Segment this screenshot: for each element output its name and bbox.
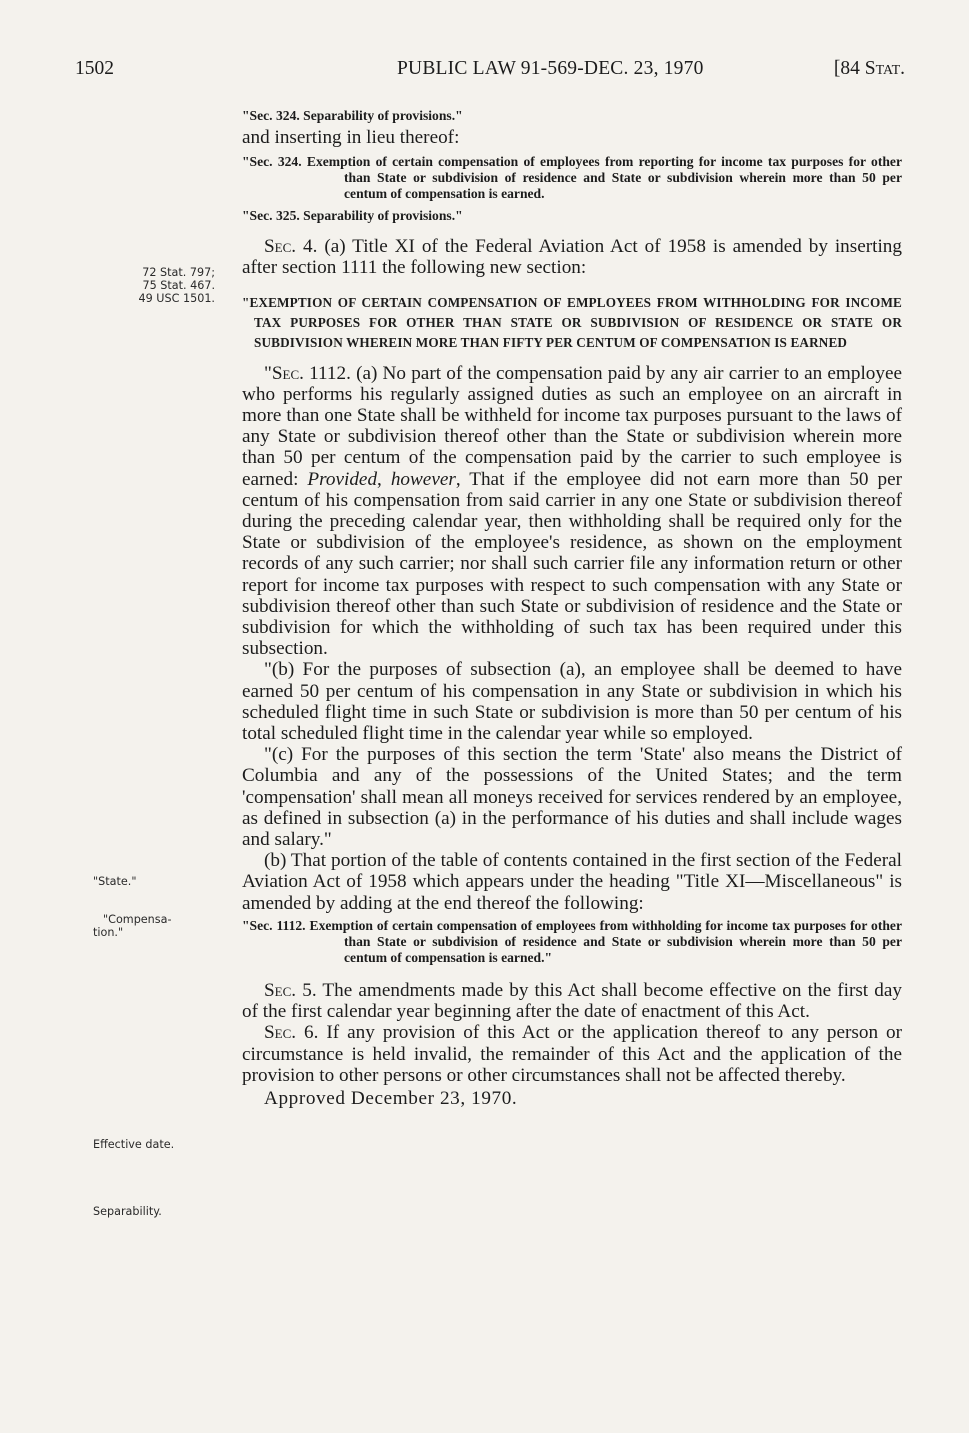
margin-citations bbox=[70, 266, 215, 305]
provided-term: Provided bbox=[307, 468, 378, 490]
quote-mark: " bbox=[264, 362, 272, 384]
running-title: PUBLIC LAW 91-569-DEC. 23, 1970 bbox=[397, 58, 704, 79]
section-text: 1112. (a) No part of the compensation paid by any air carrier to an employee who performs his regularly assigned duties as such an employee on an aircraft in more than one State shall be withheld for income tax purposes pursuant to the laws of any State or subdivision thereof other than the State or subdivision wherein more than 50 per centum of the compensation paid by the carrier to such employee is earned: bbox=[242, 362, 902, 490]
volume-number: [84 bbox=[833, 58, 860, 79]
quoted-section-325: "Sec. 325. Separability of provisions." bbox=[242, 208, 463, 224]
section-text: 5. The amendments made by this Act shall become effective on the first day of the first calendar year beginning after the date of enactment of this Act. bbox=[242, 979, 902, 1023]
section-label: Sec. bbox=[271, 362, 304, 384]
section-label: Sec. bbox=[264, 979, 297, 1001]
section-1112-c: "(c) For the purposes of this section the term 'State' also means the District of Columbia and any of the possessions of the United States; and the term 'compensation' shall mean all moneys received for services rendered by an employee, as defined in subsection (a) in the performance of his duties and shall include wages and salary." bbox=[242, 744, 902, 851]
page-number: 1502 bbox=[75, 58, 114, 79]
margin-note-effective-date: Effective date. bbox=[93, 1138, 175, 1151]
section-5 bbox=[242, 980, 902, 1022]
section-text: 6. If any provision of this Act or the application thereof to any person or circumstance is held invalid, the remainder of this Act and the application of the provision to other persons or other circumstances shall not be affected thereby. bbox=[242, 1022, 902, 1086]
however-term: however bbox=[390, 468, 456, 490]
section-4-a bbox=[242, 236, 902, 278]
margin-note-compensation bbox=[93, 913, 238, 939]
inserting-line: and inserting in lieu thereof: bbox=[242, 127, 460, 148]
volume-stat: Stat. bbox=[864, 58, 905, 79]
quoted-section-324-old: "Sec. 324. Separability of provisions." bbox=[242, 108, 463, 123]
margin-citation: 72 Stat. 797; bbox=[142, 266, 215, 279]
margin-note-separability: Separability. bbox=[93, 1205, 162, 1218]
section-text: 4. (a) Title XI of the Federal Aviation Act of 1958 is amended by inserting after section 1111 the following new section: bbox=[242, 236, 902, 279]
quoted-section-1112: "Sec. 1112. Exemption of certain compensation of employees from withholding for income tax purposes for other than State or subdivision of residence and State or subdivision wherein more than 50 per centum of compensation is earned." bbox=[242, 917, 902, 965]
separator: , bbox=[377, 468, 391, 490]
main-text bbox=[242, 108, 902, 1109]
margin-citation: 75 Stat. 467. bbox=[142, 279, 215, 292]
section-4-b: (b) That portion of the table of contents contained in the first section of the Federal Aviation Act of 1958 which appears under the heading "Title XI—Miscellaneous" is amended by adding at the end thereof the following: bbox=[242, 850, 902, 914]
new-section-heading: "EXEMPTION OF CERTAIN COMPENSATION OF EMPLOYEES FROM WITHHOLDING FOR INCOME TAX PURPOSES FOR OTHER THAN STATE OR SUBDIVISION OF RESIDENCE OR STATE OR SUBDIVISION WHEREIN MORE THAN FIFTY PER CENTUM OF COMPENSATION IS EARNED bbox=[242, 294, 902, 350]
margin-note-state: "State." bbox=[93, 875, 137, 888]
quoted-section-324-new: "Sec. 324. Exemption of certain compensation of employees from reporting for income tax purposes for other than State or subdivision of residence and State or subdivision wherein more than 50 per centum of compensation is earned. bbox=[242, 154, 902, 202]
section-1112-a bbox=[242, 363, 902, 660]
margin-note-line: tion." bbox=[93, 926, 124, 939]
section-text: , That if the employee did not earn more than 50 per centum of his compensation from said carrier in any one State or subdivision thereof during the preceding calendar year, then withholding shall be required only for the State or subdivision of the employee's residence, as shown on the employment records of any such carrier; nor shall such carrier file any information return or other report for income tax purposes with respect to such compensation with any State or subdivision thereof other than such State or subdivision of residence and the State or subdivision for which the withholding of such tax has been required under this subsection. bbox=[242, 468, 902, 660]
volume-reference bbox=[834, 58, 905, 80]
section-6 bbox=[242, 1022, 902, 1086]
approval-date: Approved December 23, 1970. bbox=[264, 1087, 518, 1109]
section-label: Sec. bbox=[264, 236, 297, 258]
margin-citation: 49 USC 1501. bbox=[138, 292, 215, 305]
section-1112-b: "(b) For the purposes of subsection (a), an employee shall be deemed to have earned 50 per centum of his compensation in any State or subdivision in which his scheduled flight time in such State or subdivision is more than 50 per centum of his total scheduled flight time in the calendar year while so employed. bbox=[242, 659, 902, 745]
page-header bbox=[75, 58, 905, 88]
margin-note-line: "Compensa- bbox=[103, 913, 172, 926]
section-label: Sec. bbox=[264, 1022, 297, 1044]
